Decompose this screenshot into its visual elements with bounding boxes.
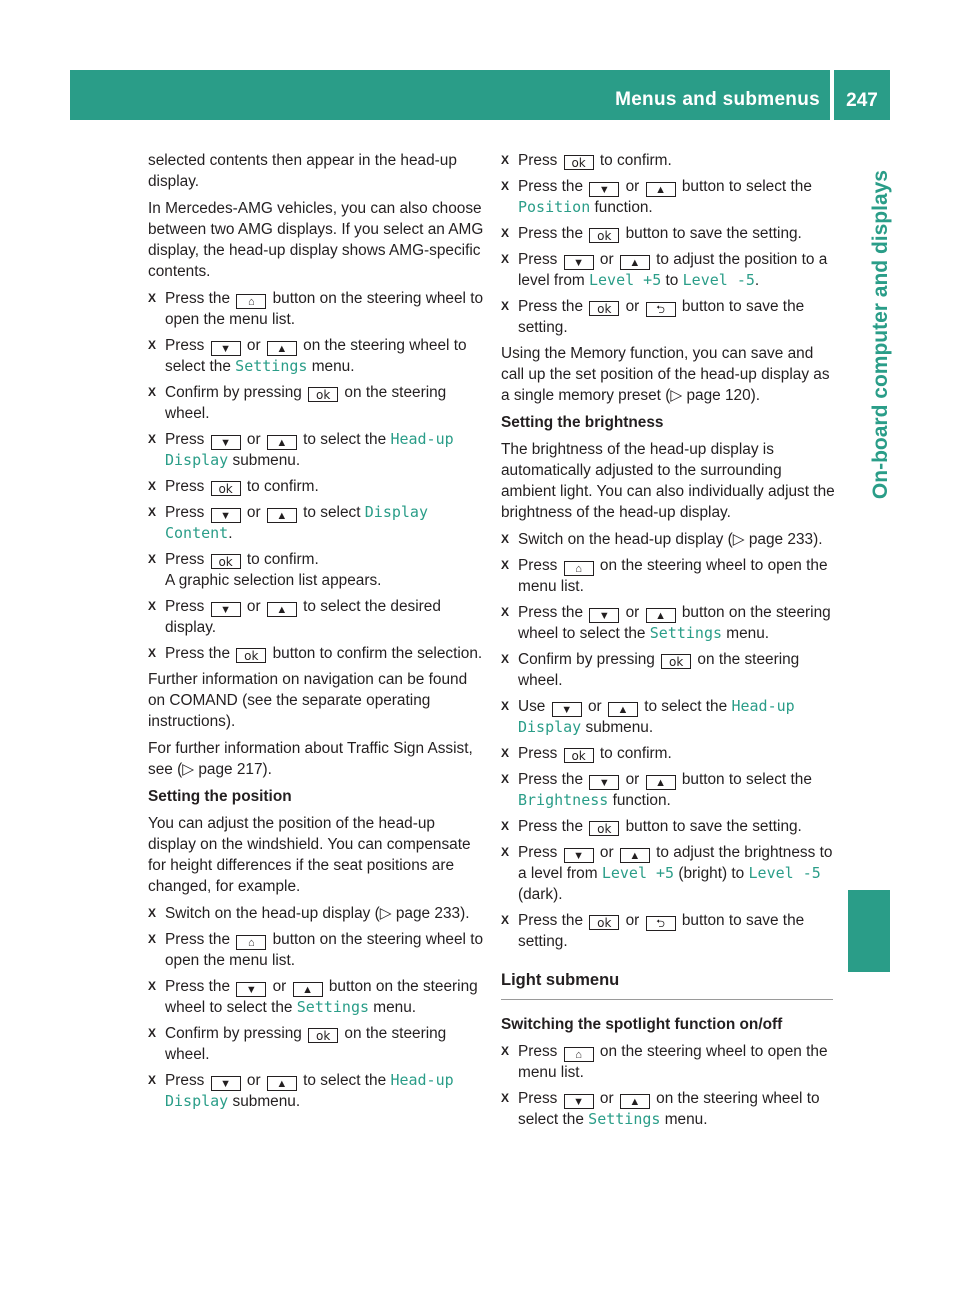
step: X Press ok to confirm. xyxy=(501,745,672,763)
step-marker: X xyxy=(501,558,510,572)
step-marker: X xyxy=(501,153,510,167)
step-marker: X xyxy=(501,652,510,666)
subheading: Setting the brightness xyxy=(501,414,664,431)
step: X Press ▼ or ▲ to select the desired display. xyxy=(148,598,441,636)
step-marker: X xyxy=(501,299,510,313)
step: X Press the ok or ⮌ button to save the setting. xyxy=(501,298,805,336)
arrow-up-icon: ▲ xyxy=(608,702,638,717)
step-marker: X xyxy=(501,772,510,786)
step-marker: X xyxy=(148,1073,157,1087)
step: X Press ⌂ on the steering wheel to open the menu list. xyxy=(501,1043,828,1081)
level-value: Level -5 xyxy=(682,271,755,289)
function-name: Brightness xyxy=(518,791,609,809)
ok-icon: ok xyxy=(589,228,619,243)
step-marker: X xyxy=(148,932,157,946)
arrow-up-icon: ▲ xyxy=(267,508,297,523)
arrow-up-icon: ▲ xyxy=(267,602,297,617)
step-marker: X xyxy=(501,1044,510,1058)
menu-name: Head-up Display xyxy=(518,697,795,736)
ok-icon: ok xyxy=(211,481,241,496)
page-number: 247 xyxy=(834,70,890,120)
step-marker: X xyxy=(501,819,510,833)
step-marker: X xyxy=(148,1026,157,1040)
step: X Press ▼ or ▲ on the steering wheel to select the Settings menu. xyxy=(148,337,467,375)
page-header xyxy=(70,70,830,120)
step: X Press the ⌂ button on the steering wheel to open the menu list. xyxy=(148,931,484,969)
step: X Press the ▼ or ▲ button to select the Brightness function. xyxy=(501,771,812,809)
step-marker: X xyxy=(148,291,157,305)
step: X Press ▼ or ▲ to select the Head-up Display submenu. xyxy=(148,1071,454,1110)
arrow-up-icon: ▲ xyxy=(646,608,676,623)
step-marker: X xyxy=(148,385,157,399)
menu-name: Settings xyxy=(296,998,370,1016)
arrow-up-icon: ▲ xyxy=(267,435,297,450)
step-marker: X xyxy=(501,252,510,266)
step-marker: X xyxy=(501,699,510,713)
back-icon: ⮌ xyxy=(646,916,676,931)
arrow-up-icon: ▲ xyxy=(620,848,650,863)
step: X Press ▼ or ▲ on the steering wheel to select the Settings menu. xyxy=(501,1090,820,1128)
arrow-down-icon: ▼ xyxy=(211,602,241,617)
step-marker: X xyxy=(501,179,510,193)
side-tab-label: On-board computer and displays xyxy=(869,170,892,500)
level-value: Level -5 xyxy=(748,864,821,882)
menu-name: Settings xyxy=(649,624,723,642)
ok-icon: ok xyxy=(589,301,619,316)
step: X Press the ▼ or ▲ button on the steering wheel to select the Settings menu. xyxy=(148,978,478,1016)
ok-icon: ok xyxy=(308,387,338,402)
arrow-up-icon: ▲ xyxy=(620,1094,650,1109)
back-icon: ⮌ xyxy=(646,302,676,317)
step: X Press ▼ or ▲ to adjust the brightness to a level from Level +5 (bright) to Level -5 (dark). xyxy=(501,844,833,903)
arrow-down-icon: ▼ xyxy=(211,508,241,523)
page-ref-icon: ▷ xyxy=(670,387,683,404)
step-marker: X xyxy=(148,338,157,352)
home-icon: ⌂ xyxy=(236,294,266,309)
step: X Press ▼ or ▲ to select Display Content. xyxy=(148,503,428,542)
arrow-up-icon: ▲ xyxy=(620,255,650,270)
arrow-up-icon: ▲ xyxy=(293,982,323,997)
arrow-up-icon: ▲ xyxy=(646,182,676,197)
step: X Press ▼ or ▲ to adjust the position to a level from Level +5 to Level -5. xyxy=(501,251,828,289)
subheading: Switching the spotlight function on/off xyxy=(501,1016,783,1033)
header-title: Menus and submenus xyxy=(615,89,820,110)
ok-icon: ok xyxy=(589,821,619,836)
menu-name: Settings xyxy=(588,1110,661,1128)
step-marker: X xyxy=(501,532,510,546)
arrow-down-icon: ▼ xyxy=(552,702,582,717)
step: X Confirm by pressing ok on the steering wheel. xyxy=(148,1025,447,1063)
step-marker: X xyxy=(148,552,157,566)
ok-icon: ok xyxy=(211,554,241,569)
step-marker: X xyxy=(148,432,157,446)
home-icon: ⌂ xyxy=(236,935,266,950)
home-icon: ⌂ xyxy=(564,561,594,576)
step: X Press ok to confirm. xyxy=(501,152,672,170)
step-marker: X xyxy=(501,845,510,859)
step-marker: X xyxy=(501,746,510,760)
paragraph: For further information about Traffic Sign Assist, see (▷ page 217). xyxy=(148,740,473,778)
home-icon: ⌂ xyxy=(564,1047,594,1062)
step-marker: X xyxy=(501,913,510,927)
arrow-down-icon: ▼ xyxy=(211,341,241,356)
menu-name: Head-up Display xyxy=(165,1071,454,1110)
paragraph: Using the Memory function, you can save and call up the set position of the head-up display as a single memory preset (▷ page 120). xyxy=(501,345,830,404)
right-column xyxy=(501,150,839,1135)
ok-icon: ok xyxy=(661,654,691,669)
menu-name: Settings xyxy=(235,357,308,375)
side-tab-marker xyxy=(848,890,890,972)
arrow-down-icon: ▼ xyxy=(589,775,619,790)
step-marker: X xyxy=(148,906,157,920)
arrow-down-icon: ▼ xyxy=(589,608,619,623)
left-column xyxy=(148,150,486,1117)
step-marker: X xyxy=(501,1091,510,1105)
step: X Press ▼ or ▲ to select the Head-up Display submenu. xyxy=(148,430,454,469)
step: X Press ⌂ on the steering wheel to open the menu list. xyxy=(501,557,828,595)
ok-icon: ok xyxy=(564,748,594,763)
subheading: Setting the position xyxy=(148,788,292,805)
step: X Switch on the head-up display (▷ page 233). xyxy=(148,905,470,922)
section-heading: Light submenu xyxy=(501,971,620,989)
paragraph: The brightness of the head-up display is automatically adjusted to the surrounding ambient light. You can also individually adjust the brightness of the head-up display. xyxy=(501,441,835,521)
step: X Press ok to confirm. xyxy=(148,478,319,496)
paragraph: In Mercedes-AMG vehicles, you can also choose between two AMG displays. If you select an AMG display, the head-up display shows AMG-specific contents. xyxy=(148,200,484,280)
level-value: Level +5 xyxy=(601,864,675,882)
arrow-down-icon: ▼ xyxy=(211,435,241,450)
paragraph: selected contents then appear in the head-up display. xyxy=(148,152,457,190)
ok-icon: ok xyxy=(236,648,266,663)
arrow-up-icon: ▲ xyxy=(267,341,297,356)
level-value: Level +5 xyxy=(589,271,662,289)
arrow-down-icon: ▼ xyxy=(236,982,266,997)
ok-icon: ok xyxy=(308,1028,338,1043)
arrow-down-icon: ▼ xyxy=(564,1094,594,1109)
step: X Press the ▼ or ▲ button to select the Position function. xyxy=(501,178,812,216)
ok-icon: ok xyxy=(589,915,619,930)
paragraph: Further information on navigation can be found on COMAND (see the separate operating instructions). xyxy=(148,671,468,730)
arrow-down-icon: ▼ xyxy=(564,255,594,270)
step-marker: X xyxy=(148,599,157,613)
page-ref-icon: ▷ xyxy=(379,905,392,922)
step: X Press the ok button to save the setting. xyxy=(501,225,802,243)
step-marker: X xyxy=(148,505,157,519)
menu-name: Display Content xyxy=(165,503,428,542)
step: X Use ▼ or ▲ to select the Head-up Display submenu. xyxy=(501,697,795,736)
arrow-down-icon: ▼ xyxy=(211,1076,241,1091)
paragraph: You can adjust the position of the head-up display on the windshield. You can compensate for height differences if the seat positions are changed, for example. xyxy=(148,815,471,895)
function-name: Position xyxy=(518,198,591,216)
arrow-down-icon: ▼ xyxy=(564,848,594,863)
step: X Press the ok or ⮌ button to save the setting. xyxy=(501,912,805,950)
arrow-down-icon: ▼ xyxy=(589,182,619,197)
ok-icon: ok xyxy=(564,155,594,170)
step: X Press the ▼ or ▲ button on the steering wheel to select the Settings menu. xyxy=(501,604,831,642)
arrow-up-icon: ▲ xyxy=(267,1076,297,1091)
page-ref-icon: ▷ xyxy=(732,531,745,548)
section-divider xyxy=(501,999,833,1000)
step-marker: X xyxy=(148,479,157,493)
step: X Press ok to confirm. A graphic selection list appears. xyxy=(148,551,382,589)
arrow-up-icon: ▲ xyxy=(646,775,676,790)
step: X Confirm by pressing ok on the steering wheel. xyxy=(148,384,447,422)
step: X Confirm by pressing ok on the steering wheel. xyxy=(501,651,800,689)
step: X Press the ⌂ button on the steering wheel to open the menu list. xyxy=(148,290,484,328)
step-marker: X xyxy=(501,605,510,619)
step-marker: X xyxy=(148,646,157,660)
step: X Switch on the head-up display (▷ page 233). xyxy=(501,531,823,548)
step: X Press the ok button to save the setting. xyxy=(501,818,802,836)
menu-name: Head-up Display xyxy=(165,430,454,469)
step-marker: X xyxy=(148,979,157,993)
page-ref-icon: ▷ xyxy=(182,761,195,778)
step-marker: X xyxy=(501,226,510,240)
step: X Press the ok button to confirm the selection. xyxy=(148,645,483,663)
